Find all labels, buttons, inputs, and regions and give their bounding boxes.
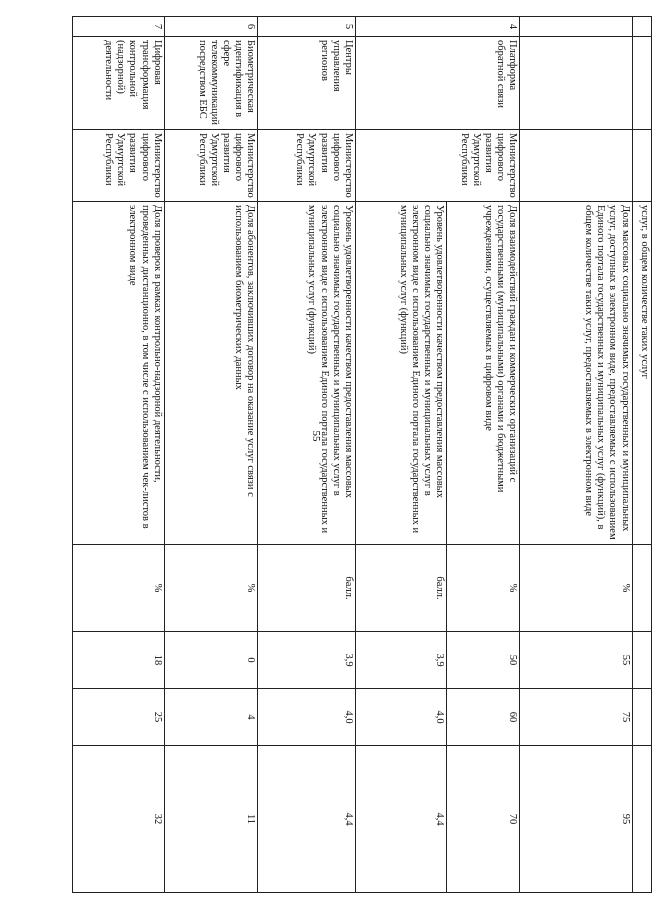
- cell-unit: балл.: [355, 545, 447, 632]
- cell-num: [632, 17, 651, 37]
- cell-unit: %: [73, 545, 165, 632]
- cell-value-1: [632, 632, 651, 689]
- indicators-table: [72, 16, 652, 893]
- cell-value-2: 4,0: [355, 689, 447, 746]
- cell-indicator: Доля проверок в рамках контрольно-надзорной деятельности, проведенных дистанционно, в том числе с использованием чек-листов в электронном виде: [73, 202, 165, 545]
- cell-indicator: Уровень удовлетворенности качеством предоставления массовых социально значимых государственных и муниципальных услуг в электронном виде с использованием Единого портала государственных и муниципальных услуг (функций): [355, 202, 447, 545]
- cell-value-1: 3,9: [258, 632, 355, 689]
- cell-value-3: 32: [73, 746, 165, 893]
- cell-num: 7: [73, 17, 165, 37]
- cell-value-3: 70: [447, 746, 520, 893]
- cell-responsible: [632, 130, 651, 202]
- cell-responsible: [520, 130, 632, 202]
- cell-num: 6: [164, 17, 258, 37]
- cell-num: 5: [258, 17, 355, 37]
- cell-responsible: Министерство цифрового развития Удмуртской Республики: [164, 130, 258, 202]
- table-row: [164, 17, 258, 893]
- cell-responsible: Министерство цифрового развития Удмуртской Республики: [355, 130, 520, 202]
- cell-num: [520, 17, 632, 37]
- cell-unit: %: [520, 545, 632, 632]
- cell-value-2: [632, 689, 651, 746]
- table-row: [520, 17, 632, 893]
- cell-project: Биометрическая идентификация в сфере телекоммуникаций посредством ЕБС: [164, 37, 258, 130]
- cell-value-1: 3,9: [355, 632, 447, 689]
- cell-value-1: 55: [520, 632, 632, 689]
- cell-project: [632, 37, 651, 130]
- cell-project: Центры управления регионов: [258, 37, 355, 130]
- cell-indicator: Доля взаимодействий граждан и коммерческих организаций с государственными (муниципальными) органами и бюджетными учреждениями, осуществляемых в цифровом виде: [447, 202, 520, 545]
- cell-indicator: Доля абонентов, заключивших договор на оказание услуг связи с использованием биометрических данных: [164, 202, 258, 545]
- cell-value-2: 4,0: [258, 689, 355, 746]
- cell-value-3: 4,4: [355, 746, 447, 893]
- cell-value-3: [632, 746, 651, 893]
- cell-project: Платформа обратной связи: [355, 37, 520, 130]
- page-number: 55: [310, 430, 322, 442]
- cell-project: [520, 37, 632, 130]
- cell-value-2: 75: [520, 689, 632, 746]
- cell-value-2: 4: [164, 689, 258, 746]
- cell-responsible: Министерство цифрового развития Удмуртской Республики: [73, 130, 165, 202]
- table-row: [73, 17, 165, 893]
- rotated-page: [72, 16, 652, 892]
- cell-num: 4: [355, 17, 520, 37]
- cell-unit: %: [164, 545, 258, 632]
- table-row: [447, 17, 520, 893]
- cell-indicator: услуг, в общем количестве таких услуг: [632, 202, 651, 545]
- cell-project: Цифровая трансформация контрольной (надзорной) деятельности: [73, 37, 165, 130]
- cell-unit: [632, 545, 651, 632]
- cell-value-2: 60: [447, 689, 520, 746]
- cell-value-3: 95: [520, 746, 632, 893]
- cell-unit: балл.: [258, 545, 355, 632]
- cell-responsible: Министерство цифрового развития Удмуртской Республики: [258, 130, 355, 202]
- cell-value-3: 11: [164, 746, 258, 893]
- table-row-carry-over: [632, 17, 651, 893]
- cell-unit: %: [447, 545, 520, 632]
- cell-indicator: Уровень удовлетворенности качеством предоставления массовых социально значимых государственных и муниципальных услуг в электронном виде с использованием Единого портала государственных и муниципальных услуг (функций): [258, 202, 355, 545]
- cell-value-2: 25: [73, 689, 165, 746]
- table-row: [258, 17, 355, 893]
- cell-value-1: 50: [447, 632, 520, 689]
- cell-value-1: 18: [73, 632, 165, 689]
- cell-indicator: Доля массовых социально значимых государственных и муниципальных услуг, доступных в электронном виде, предоставляемых с использованием Единого портала государственных и муниципальных услуг (функций), в общем количестве таких услуг, предоставляемых в электронном виде: [520, 202, 632, 545]
- cell-value-3: 4,4: [258, 746, 355, 893]
- cell-value-1: 0: [164, 632, 258, 689]
